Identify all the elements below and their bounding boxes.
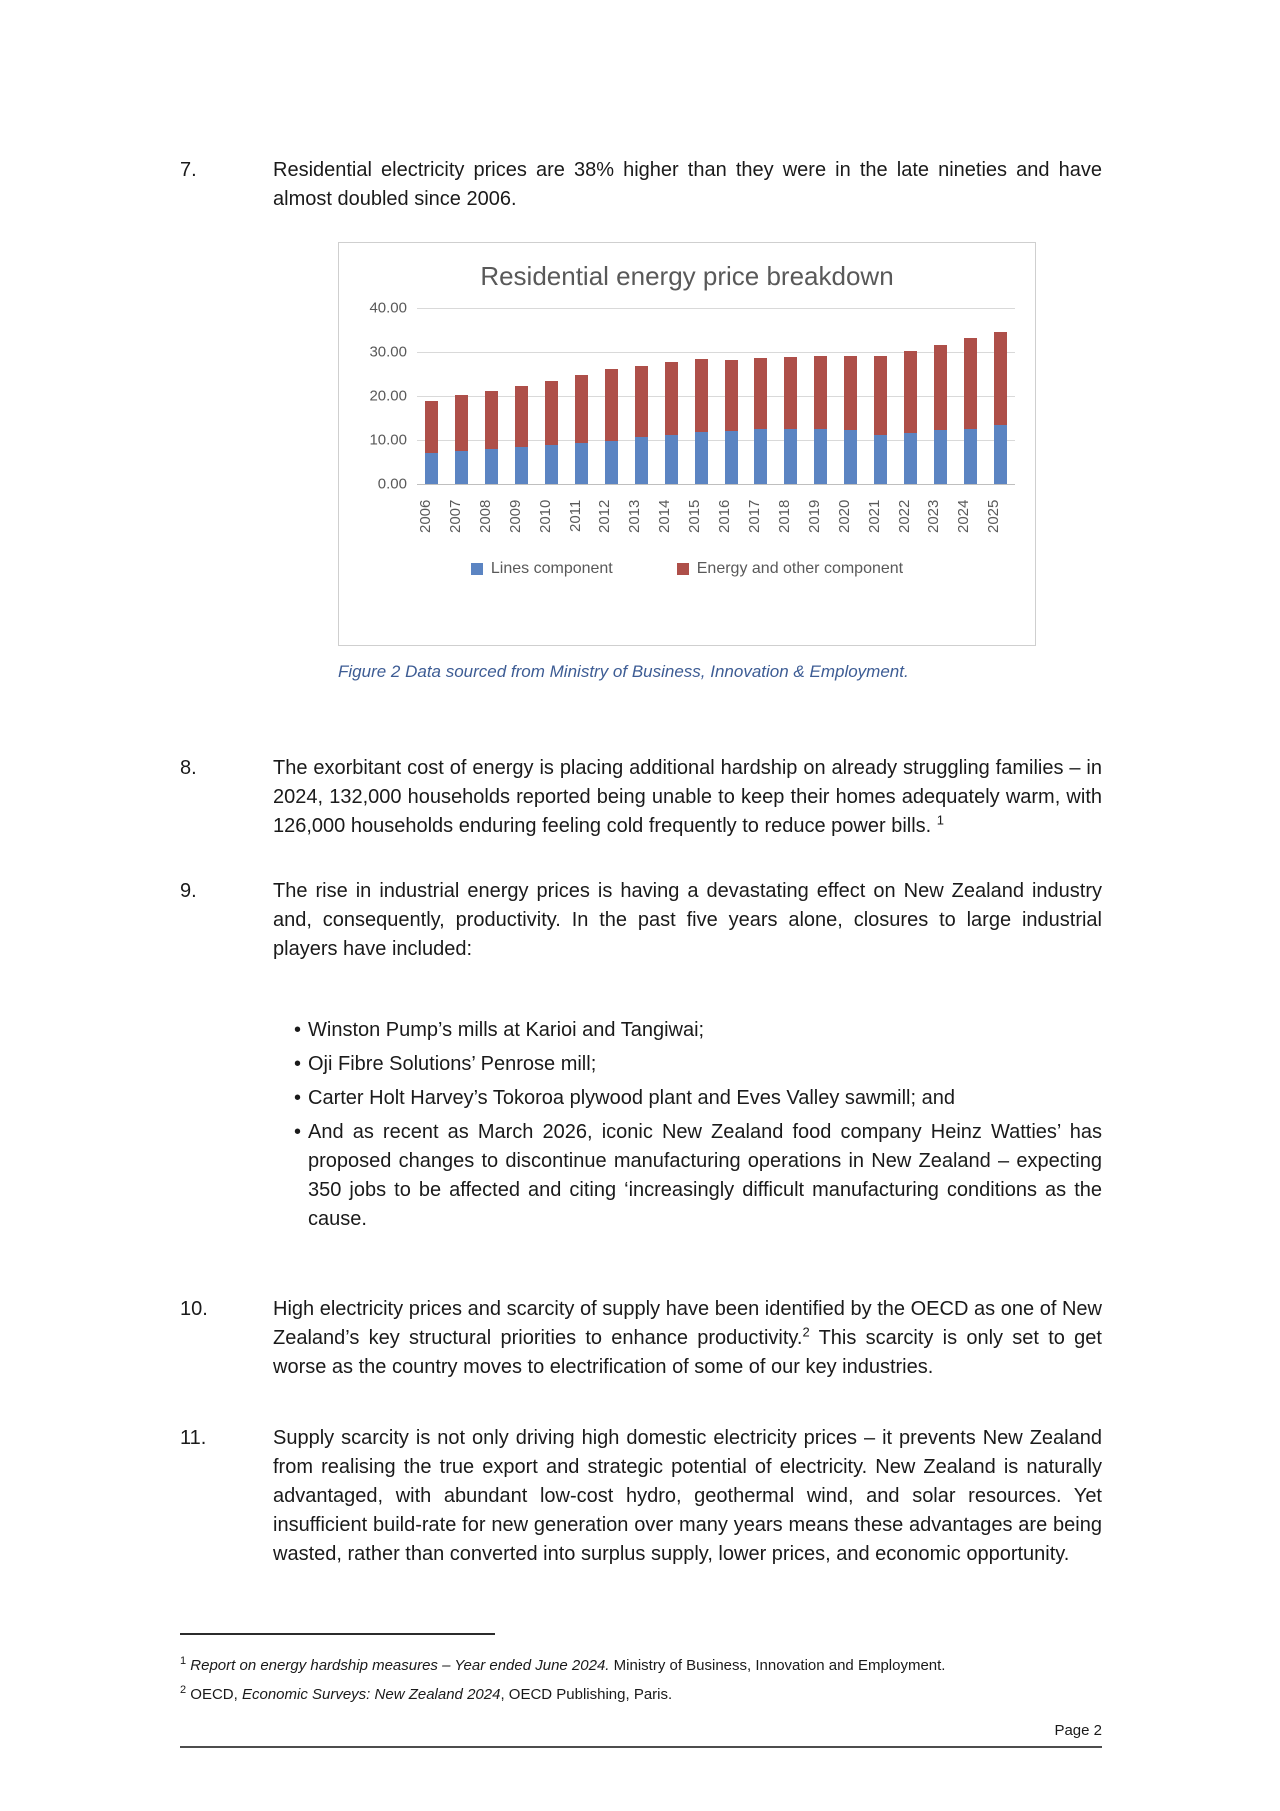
paragraph-text: Supply scarcity is not only driving high domestic electricity prices – it prevents New Zealand from realising the true export and strategic potential of electricity. New Zealand is naturally advantaged, with abundant low-cost hydro, geothermal wind, and solar resources. Yet insufficient build-rate for new generation over many years means these advantages are being wasted, rather than converted into surplus supply, lower prices, and economic opportunity. bbox=[273, 1427, 1102, 1565]
bar-group-2006 bbox=[417, 308, 447, 484]
x-axis-label-2012: 2012 bbox=[596, 499, 614, 533]
footnote-ref-1: 1 bbox=[936, 812, 945, 828]
x-axis-label-2024: 2024 bbox=[955, 499, 973, 533]
paragraph-number: 11. bbox=[180, 1427, 207, 1449]
energy-segment-2008 bbox=[485, 391, 498, 449]
energy-segment-2017 bbox=[754, 358, 767, 430]
figure-caption: Figure 2 Data sourced from Ministry of Business, Innovation & Employment. bbox=[338, 662, 909, 681]
footnote-source-publisher: Ministry of Business, Innovation and Employment. bbox=[609, 1657, 946, 1674]
footer-rule bbox=[180, 1746, 1102, 1748]
paragraph-11 bbox=[180, 1424, 1102, 1569]
energy-segment-2019 bbox=[814, 356, 827, 429]
energy-segment-2006 bbox=[425, 401, 438, 453]
energy-segment-2014 bbox=[665, 362, 678, 435]
bars-row bbox=[417, 308, 1015, 484]
paragraph-7 bbox=[180, 156, 1102, 214]
chart-title: Residential energy price breakdown bbox=[480, 261, 894, 291]
energy-segment-2022 bbox=[904, 351, 917, 433]
lines-segment-2012 bbox=[605, 441, 618, 484]
x-axis-labels bbox=[417, 488, 1015, 544]
x-axis-label-2016: 2016 bbox=[716, 499, 734, 533]
energy-segment-2024 bbox=[964, 338, 977, 429]
x-axis-label-2011: 2011 bbox=[566, 499, 584, 533]
footnote-1 bbox=[180, 1649, 1102, 1678]
bar-group-2010 bbox=[537, 308, 567, 484]
bullet-item bbox=[273, 1050, 1102, 1079]
price-breakdown-chart bbox=[338, 242, 1036, 646]
bullet-icon: • bbox=[294, 1019, 302, 1041]
lines-segment-2014 bbox=[665, 435, 678, 484]
footnote-2 bbox=[180, 1678, 1102, 1707]
bar-group-2008 bbox=[477, 308, 507, 484]
lines-segment-2013 bbox=[635, 437, 648, 484]
lines-segment-2020 bbox=[844, 430, 857, 484]
lines-segment-2025 bbox=[994, 425, 1007, 484]
x-axis-label-2020: 2020 bbox=[835, 499, 853, 533]
paragraph-10 bbox=[180, 1295, 1102, 1382]
energy-segment-2015 bbox=[695, 359, 708, 432]
x-axis-label-2006: 2006 bbox=[417, 499, 434, 533]
bullet-text: And as recent as March 2026, iconic New Zealand food company Heinz Watties’ has proposed changes to discontinue manufacturing operations in New Zealand – expecting 350 jobs to be affected and citing ‘increasingly difficult manufacturing conditions as the cause. bbox=[308, 1121, 1102, 1230]
bullet-item bbox=[273, 1084, 1102, 1113]
page-number: Page 2 bbox=[1054, 1722, 1102, 1739]
bullet-text: Winston Pump’s mills at Karioi and Tangiwai; bbox=[308, 1019, 705, 1041]
paragraph-number: 8. bbox=[180, 757, 197, 779]
x-axis-label-2009: 2009 bbox=[506, 499, 524, 533]
y-tick-label: 0.00 bbox=[377, 475, 407, 493]
bar-group-2013 bbox=[626, 308, 656, 484]
y-tick-label: 20.00 bbox=[369, 387, 407, 405]
x-axis-label-2015: 2015 bbox=[686, 499, 704, 533]
bar-group-2007 bbox=[447, 308, 477, 484]
bar-group-2014 bbox=[656, 308, 686, 484]
bullet-icon: • bbox=[294, 1087, 302, 1109]
bullet-icon: • bbox=[294, 1053, 302, 1075]
lines-segment-2007 bbox=[455, 451, 468, 484]
bar-group-2021 bbox=[866, 308, 896, 484]
lines-segment-2021 bbox=[874, 435, 887, 484]
x-axis-label-2023: 2023 bbox=[925, 499, 943, 533]
lines-segment-2018 bbox=[784, 429, 797, 484]
paragraph-text bbox=[273, 1295, 1102, 1382]
bullet-text: Oji Fibre Solutions’ Penrose mill; bbox=[308, 1053, 597, 1075]
gridline-0 bbox=[417, 484, 1015, 485]
paragraph-text bbox=[273, 754, 1102, 841]
closure-bullet-list bbox=[180, 1016, 1102, 1239]
footnote-marker: 2 bbox=[180, 1684, 187, 1696]
lines-segment-2006 bbox=[425, 453, 438, 484]
x-axis-label-2018: 2018 bbox=[775, 499, 793, 533]
lines-segment-2019 bbox=[814, 429, 827, 484]
energy-segment-2023 bbox=[934, 345, 947, 430]
paragraph-number: 10. bbox=[180, 1298, 208, 1320]
bar-group-2017 bbox=[746, 308, 776, 484]
page-content bbox=[180, 0, 1102, 1707]
paragraph-text-run: This scarcity is only set to get worse as the country moves to electrification of some of our key industries. bbox=[273, 1327, 1102, 1378]
x-axis-label-2017: 2017 bbox=[745, 499, 763, 533]
x-axis-label-2019: 2019 bbox=[805, 499, 823, 533]
x-axis-label-2007: 2007 bbox=[446, 499, 464, 533]
bar-group-2020 bbox=[836, 308, 866, 484]
x-axis-label-2022: 2022 bbox=[895, 499, 913, 533]
chart-legend bbox=[339, 560, 1035, 578]
bar-group-2011 bbox=[567, 308, 597, 484]
bar-group-2022 bbox=[896, 308, 926, 484]
legend-item-lines bbox=[471, 560, 613, 578]
y-axis-labels bbox=[353, 299, 417, 493]
footnotes bbox=[180, 1649, 1102, 1707]
bar-group-2018 bbox=[776, 308, 806, 484]
x-axis-label-2010: 2010 bbox=[536, 499, 554, 533]
footnote-marker: 1 bbox=[180, 1655, 187, 1667]
footnote-text-run: OECD, bbox=[186, 1686, 242, 1703]
bar-group-2019 bbox=[806, 308, 836, 484]
footnote-source-title: Economic Surveys: New Zealand 2024 bbox=[241, 1686, 501, 1703]
energy-segment-2011 bbox=[575, 375, 588, 443]
energy-segment-2009 bbox=[515, 386, 528, 447]
energy-segment-2018 bbox=[784, 357, 797, 428]
paragraph-9 bbox=[180, 877, 1102, 964]
y-tick-label: 40.00 bbox=[369, 299, 407, 317]
y-tick-label: 10.00 bbox=[369, 431, 407, 449]
bar-group-2016 bbox=[716, 308, 746, 484]
lines-segment-2009 bbox=[515, 447, 528, 484]
legend-label-energy: Energy and other component bbox=[696, 560, 904, 577]
paragraph-number: 7. bbox=[180, 159, 197, 181]
bar-group-2024 bbox=[955, 308, 985, 484]
paragraph-text-run: The exorbitant cost of energy is placing additional hardship on already struggling families – in 2024, 132,000 households reported being unable to keep their homes adequately warm, with 126,000 households enduring feeling cold frequently to reduce power bills. bbox=[273, 757, 1102, 837]
x-axis-label-2021: 2021 bbox=[865, 499, 883, 533]
y-tick-label: 30.00 bbox=[369, 343, 407, 361]
paragraph-text: Residential electricity prices are 38% higher than they were in the late nineties and have almost doubled since 2006. bbox=[273, 159, 1102, 210]
bar-group-2023 bbox=[925, 308, 955, 484]
paragraph-number: 9. bbox=[180, 880, 197, 902]
lines-segment-2023 bbox=[934, 430, 947, 484]
bullet-text: Carter Holt Harvey’s Tokoroa plywood plant and Eves Valley sawmill; and bbox=[308, 1087, 955, 1109]
page-footer bbox=[180, 1722, 1102, 1748]
bullet-item bbox=[273, 1016, 1102, 1045]
bar-group-2025 bbox=[985, 308, 1015, 484]
footnote-separator bbox=[180, 1633, 495, 1635]
energy-segment-2020 bbox=[844, 356, 857, 429]
lines-segment-2017 bbox=[754, 429, 767, 484]
lines-segment-2016 bbox=[725, 431, 738, 484]
bullet-icon: • bbox=[294, 1121, 302, 1143]
lines-segment-2008 bbox=[485, 449, 498, 484]
plot-area bbox=[417, 308, 1015, 484]
paragraph-text-run: High electricity prices and scarcity of supply have been identified by the OECD as one of New Zealand’s key structural priorities to enhance productivity. bbox=[273, 1298, 1102, 1349]
legend-item-energy bbox=[677, 560, 903, 578]
bar-group-2009 bbox=[507, 308, 537, 484]
energy-segment-2025 bbox=[994, 332, 1007, 425]
energy-segment-2010 bbox=[545, 381, 558, 444]
energy-segment-2007 bbox=[455, 395, 468, 451]
footnote-ref-2: 2 bbox=[802, 1324, 810, 1340]
lines-legend-marker-icon bbox=[471, 563, 483, 575]
x-axis-label-2025: 2025 bbox=[985, 499, 1003, 533]
energy-segment-2016 bbox=[725, 360, 738, 431]
bar-group-2015 bbox=[686, 308, 716, 484]
x-axis-label-2013: 2013 bbox=[626, 499, 644, 533]
lines-segment-2022 bbox=[904, 433, 917, 484]
footnote-source-title: Report on energy hardship measures – Year ended June 2024. bbox=[186, 1657, 610, 1674]
energy-segment-2012 bbox=[605, 369, 618, 441]
lines-segment-2015 bbox=[695, 432, 708, 484]
paragraph-8 bbox=[180, 754, 1102, 841]
energy-legend-marker-icon bbox=[677, 563, 689, 575]
legend-label-lines: Lines component bbox=[490, 560, 613, 577]
x-axis-label-2014: 2014 bbox=[656, 499, 674, 533]
lines-segment-2010 bbox=[545, 445, 558, 484]
bar-group-2012 bbox=[596, 308, 626, 484]
energy-segment-2013 bbox=[635, 366, 648, 437]
bullet-items bbox=[273, 1016, 1102, 1239]
energy-segment-2021 bbox=[874, 356, 887, 436]
bullet-item bbox=[273, 1118, 1102, 1234]
x-axis-label-2008: 2008 bbox=[476, 499, 494, 533]
paragraph-text: The rise in industrial energy prices is having a devastating effect on New Zealand industry and, consequently, productivity. In the past five years alone, closures to large industrial players have included: bbox=[273, 880, 1102, 960]
lines-segment-2024 bbox=[964, 429, 977, 484]
chart-plot-region bbox=[339, 299, 1035, 493]
footnote-text-run: , OECD Publishing, Paris. bbox=[500, 1686, 673, 1703]
lines-segment-2011 bbox=[575, 443, 588, 484]
